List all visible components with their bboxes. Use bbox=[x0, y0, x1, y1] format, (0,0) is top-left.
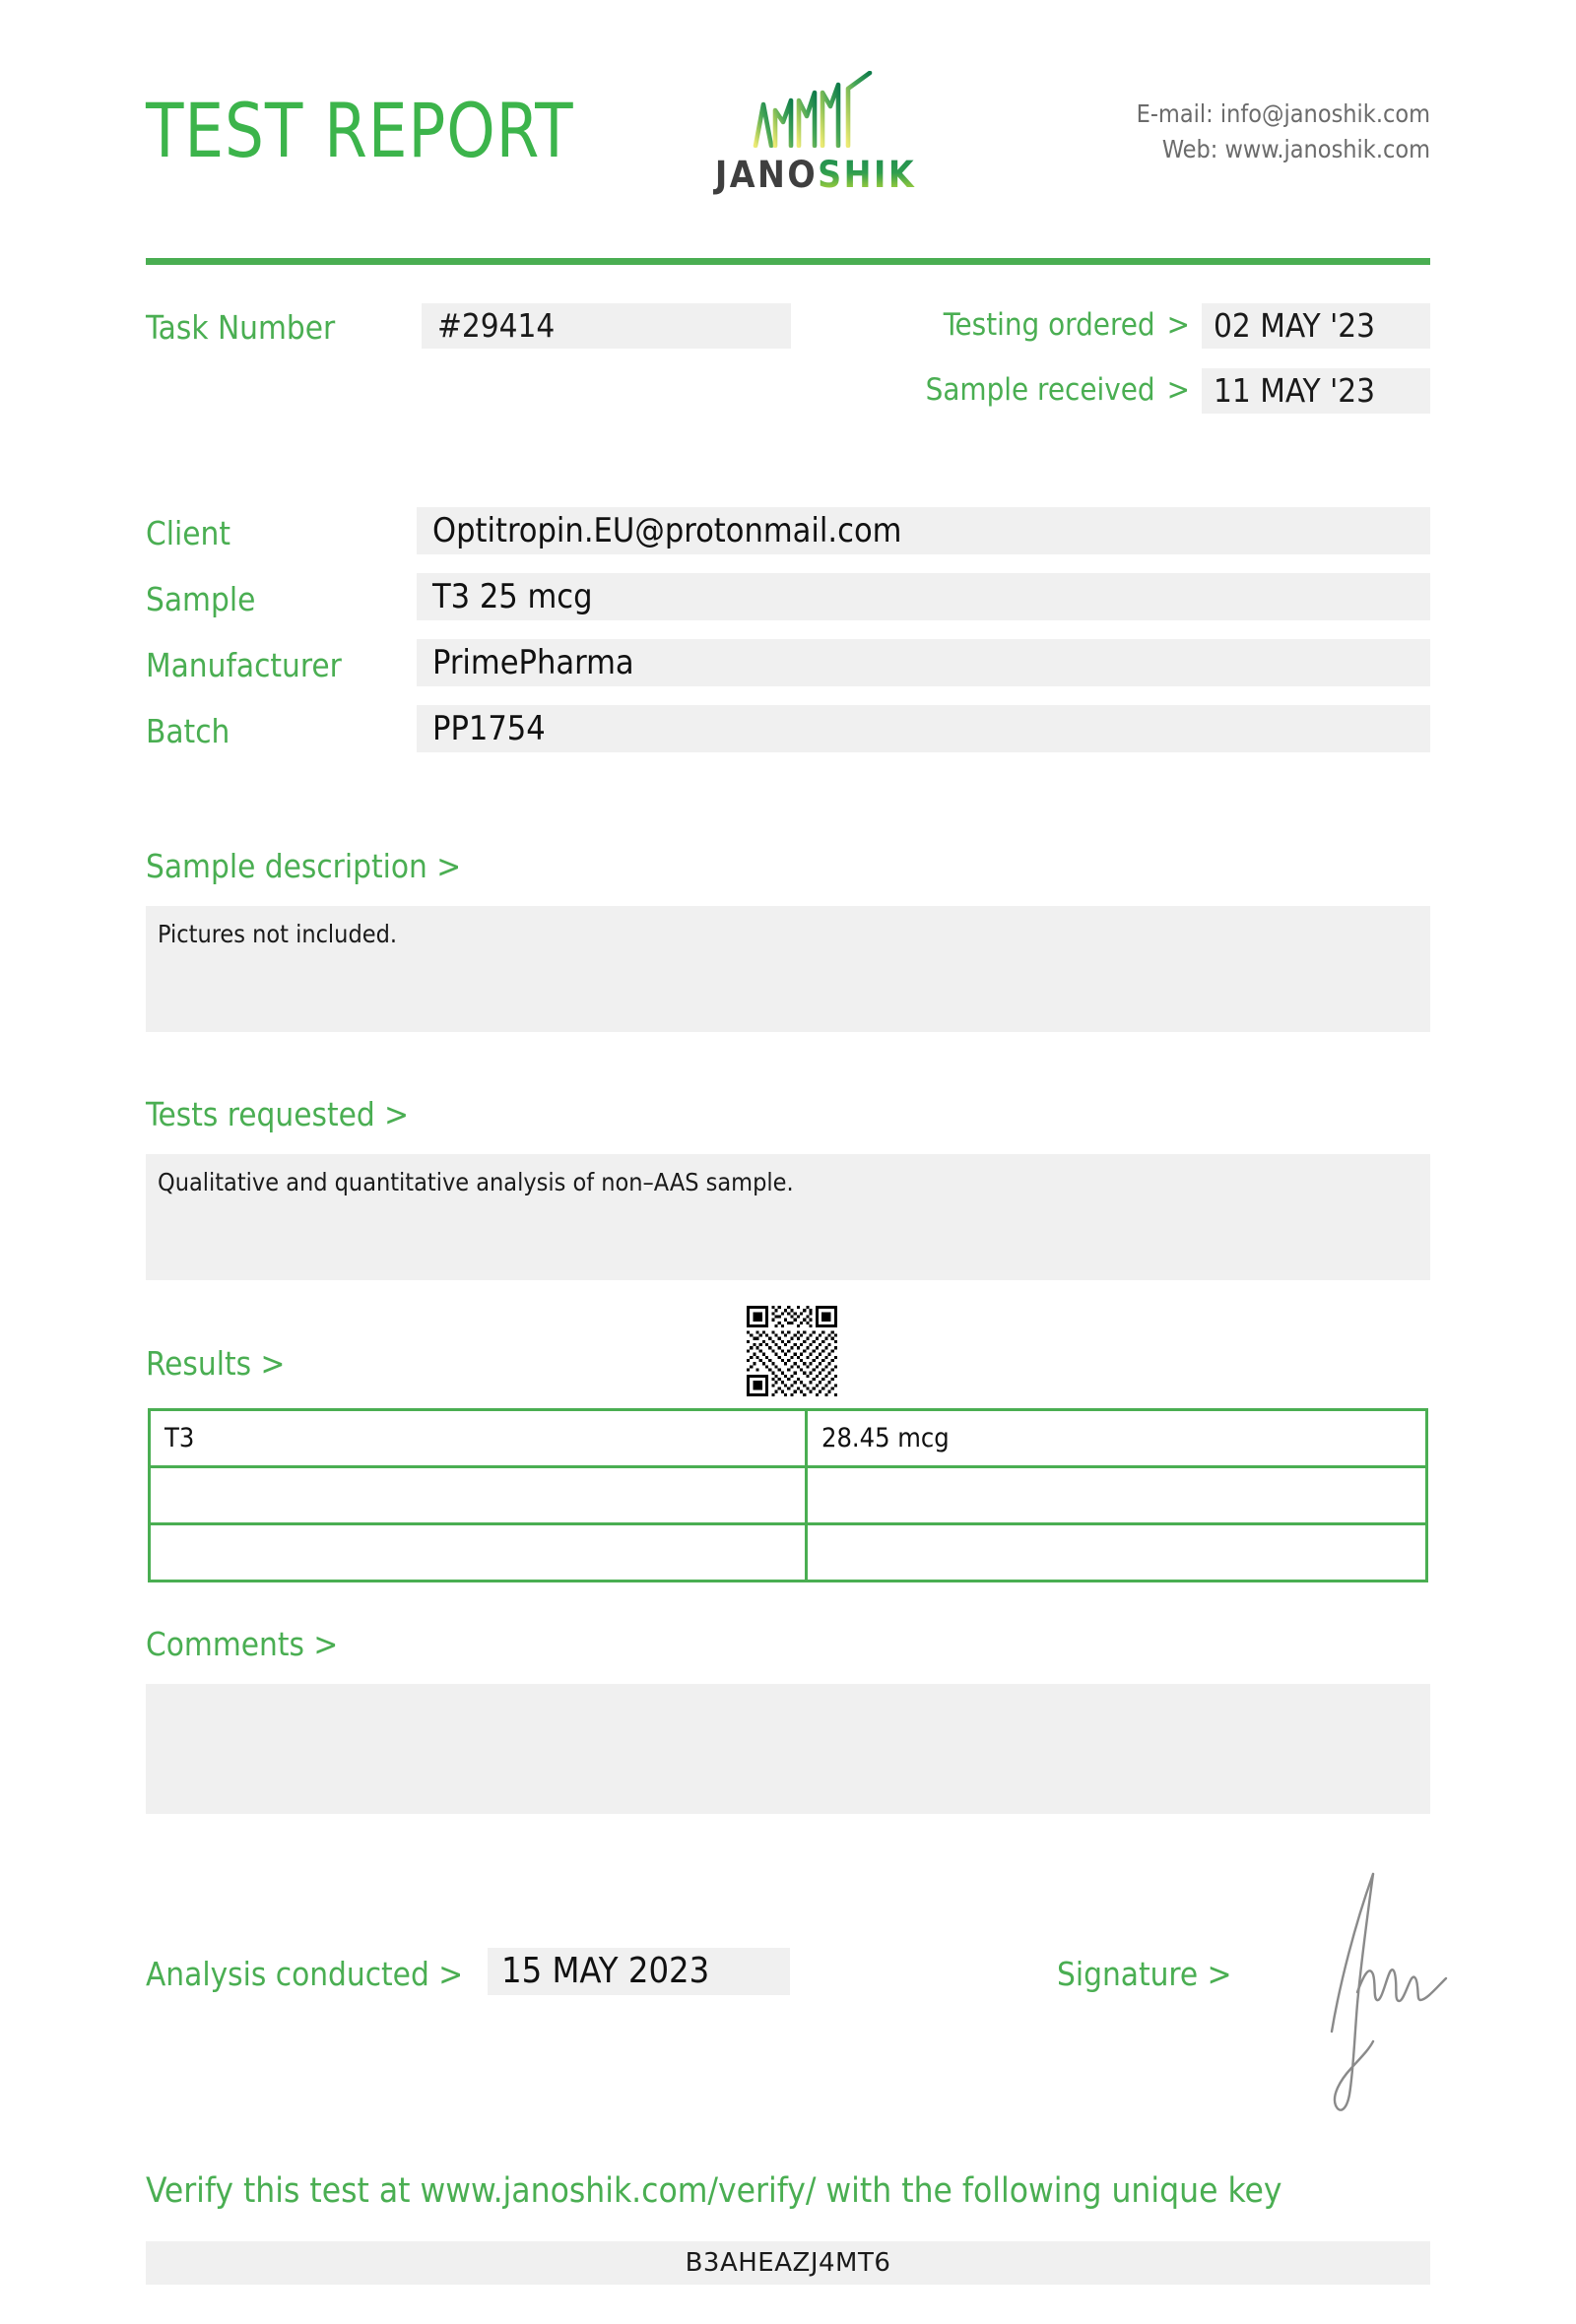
info-row-sample bbox=[146, 573, 1430, 639]
sample-description-heading: Sample description > bbox=[146, 847, 462, 885]
batch-value: PP1754 bbox=[417, 705, 1430, 752]
sample-value: T3 25 mcg bbox=[417, 573, 1430, 620]
logo-wordmark-dark: JANO bbox=[714, 154, 819, 196]
qr-code-icon bbox=[734, 1306, 850, 1396]
table-row bbox=[150, 1410, 1427, 1467]
comments-heading: Comments > bbox=[146, 1625, 339, 1663]
result-name: T3 bbox=[150, 1410, 807, 1467]
sample-received-caret-icon: > bbox=[1166, 372, 1190, 408]
batch-label: Batch bbox=[146, 712, 230, 750]
info-row-manufacturer bbox=[146, 639, 1430, 705]
signature-label: Signature > bbox=[1057, 1955, 1232, 1993]
testing-ordered-caret-icon: > bbox=[1166, 307, 1190, 343]
logo-wordmark-green: SHIK bbox=[818, 154, 917, 196]
table-row bbox=[150, 1524, 1427, 1582]
logo-chart-icon bbox=[750, 71, 878, 148]
testing-ordered-label: Testing ordered bbox=[943, 307, 1155, 343]
manufacturer-value: PrimePharma bbox=[417, 639, 1430, 686]
result-name bbox=[150, 1467, 807, 1524]
logo-wordmark bbox=[692, 154, 939, 196]
unique-key-value: B3AHEAZJ4MT6 bbox=[146, 2241, 1430, 2285]
sample-received-value: 11 MAY '23 bbox=[1202, 368, 1430, 414]
report-header bbox=[146, 69, 1430, 212]
sample-info-block bbox=[146, 507, 1430, 771]
sample-description-box: Pictures not included. bbox=[146, 906, 1430, 1032]
client-value: Optitropin.EU@protonmail.com bbox=[417, 507, 1430, 554]
sample-label: Sample bbox=[146, 580, 256, 618]
result-amount: 28.45 mcg bbox=[807, 1410, 1427, 1467]
results-table bbox=[148, 1408, 1428, 1582]
comments-box bbox=[146, 1684, 1430, 1814]
results-heading: Results > bbox=[146, 1344, 286, 1383]
contact-web: Web: www.janoshik.com bbox=[1161, 134, 1430, 163]
info-row-client bbox=[146, 507, 1430, 573]
result-amount bbox=[807, 1467, 1427, 1524]
sample-received-label: Sample received bbox=[925, 372, 1155, 408]
testing-ordered-row bbox=[944, 303, 1430, 349]
analysis-conducted-label: Analysis conducted > bbox=[146, 1955, 464, 1993]
contact-email: E-mail: info@janoshik.com bbox=[1136, 99, 1430, 128]
task-number-value: #29414 bbox=[422, 303, 791, 349]
manufacturer-label: Manufacturer bbox=[146, 646, 342, 684]
analysis-conducted-date: 15 MAY 2023 bbox=[488, 1948, 790, 1995]
sample-received-row bbox=[926, 368, 1430, 414]
tests-requested-heading: Tests requested > bbox=[146, 1095, 410, 1133]
table-row bbox=[150, 1467, 1427, 1524]
tests-requested-box: Qualitative and quantitative analysis of non–AAS sample. bbox=[146, 1154, 1430, 1280]
client-label: Client bbox=[146, 514, 230, 552]
signature-image bbox=[1271, 1866, 1458, 2122]
header-divider bbox=[146, 258, 1430, 265]
task-number-label: Task Number bbox=[146, 308, 336, 347]
result-amount bbox=[807, 1524, 1427, 1582]
info-row-batch bbox=[146, 705, 1430, 771]
testing-ordered-value: 02 MAY '23 bbox=[1202, 303, 1430, 349]
verify-text: Verify this test at www.janoshik.com/verify/ with the following unique key bbox=[146, 2171, 1282, 2211]
janoshik-logo bbox=[692, 69, 939, 207]
result-name bbox=[150, 1524, 807, 1582]
contact-info bbox=[1137, 97, 1430, 166]
page-title: TEST REPORT bbox=[146, 87, 574, 174]
